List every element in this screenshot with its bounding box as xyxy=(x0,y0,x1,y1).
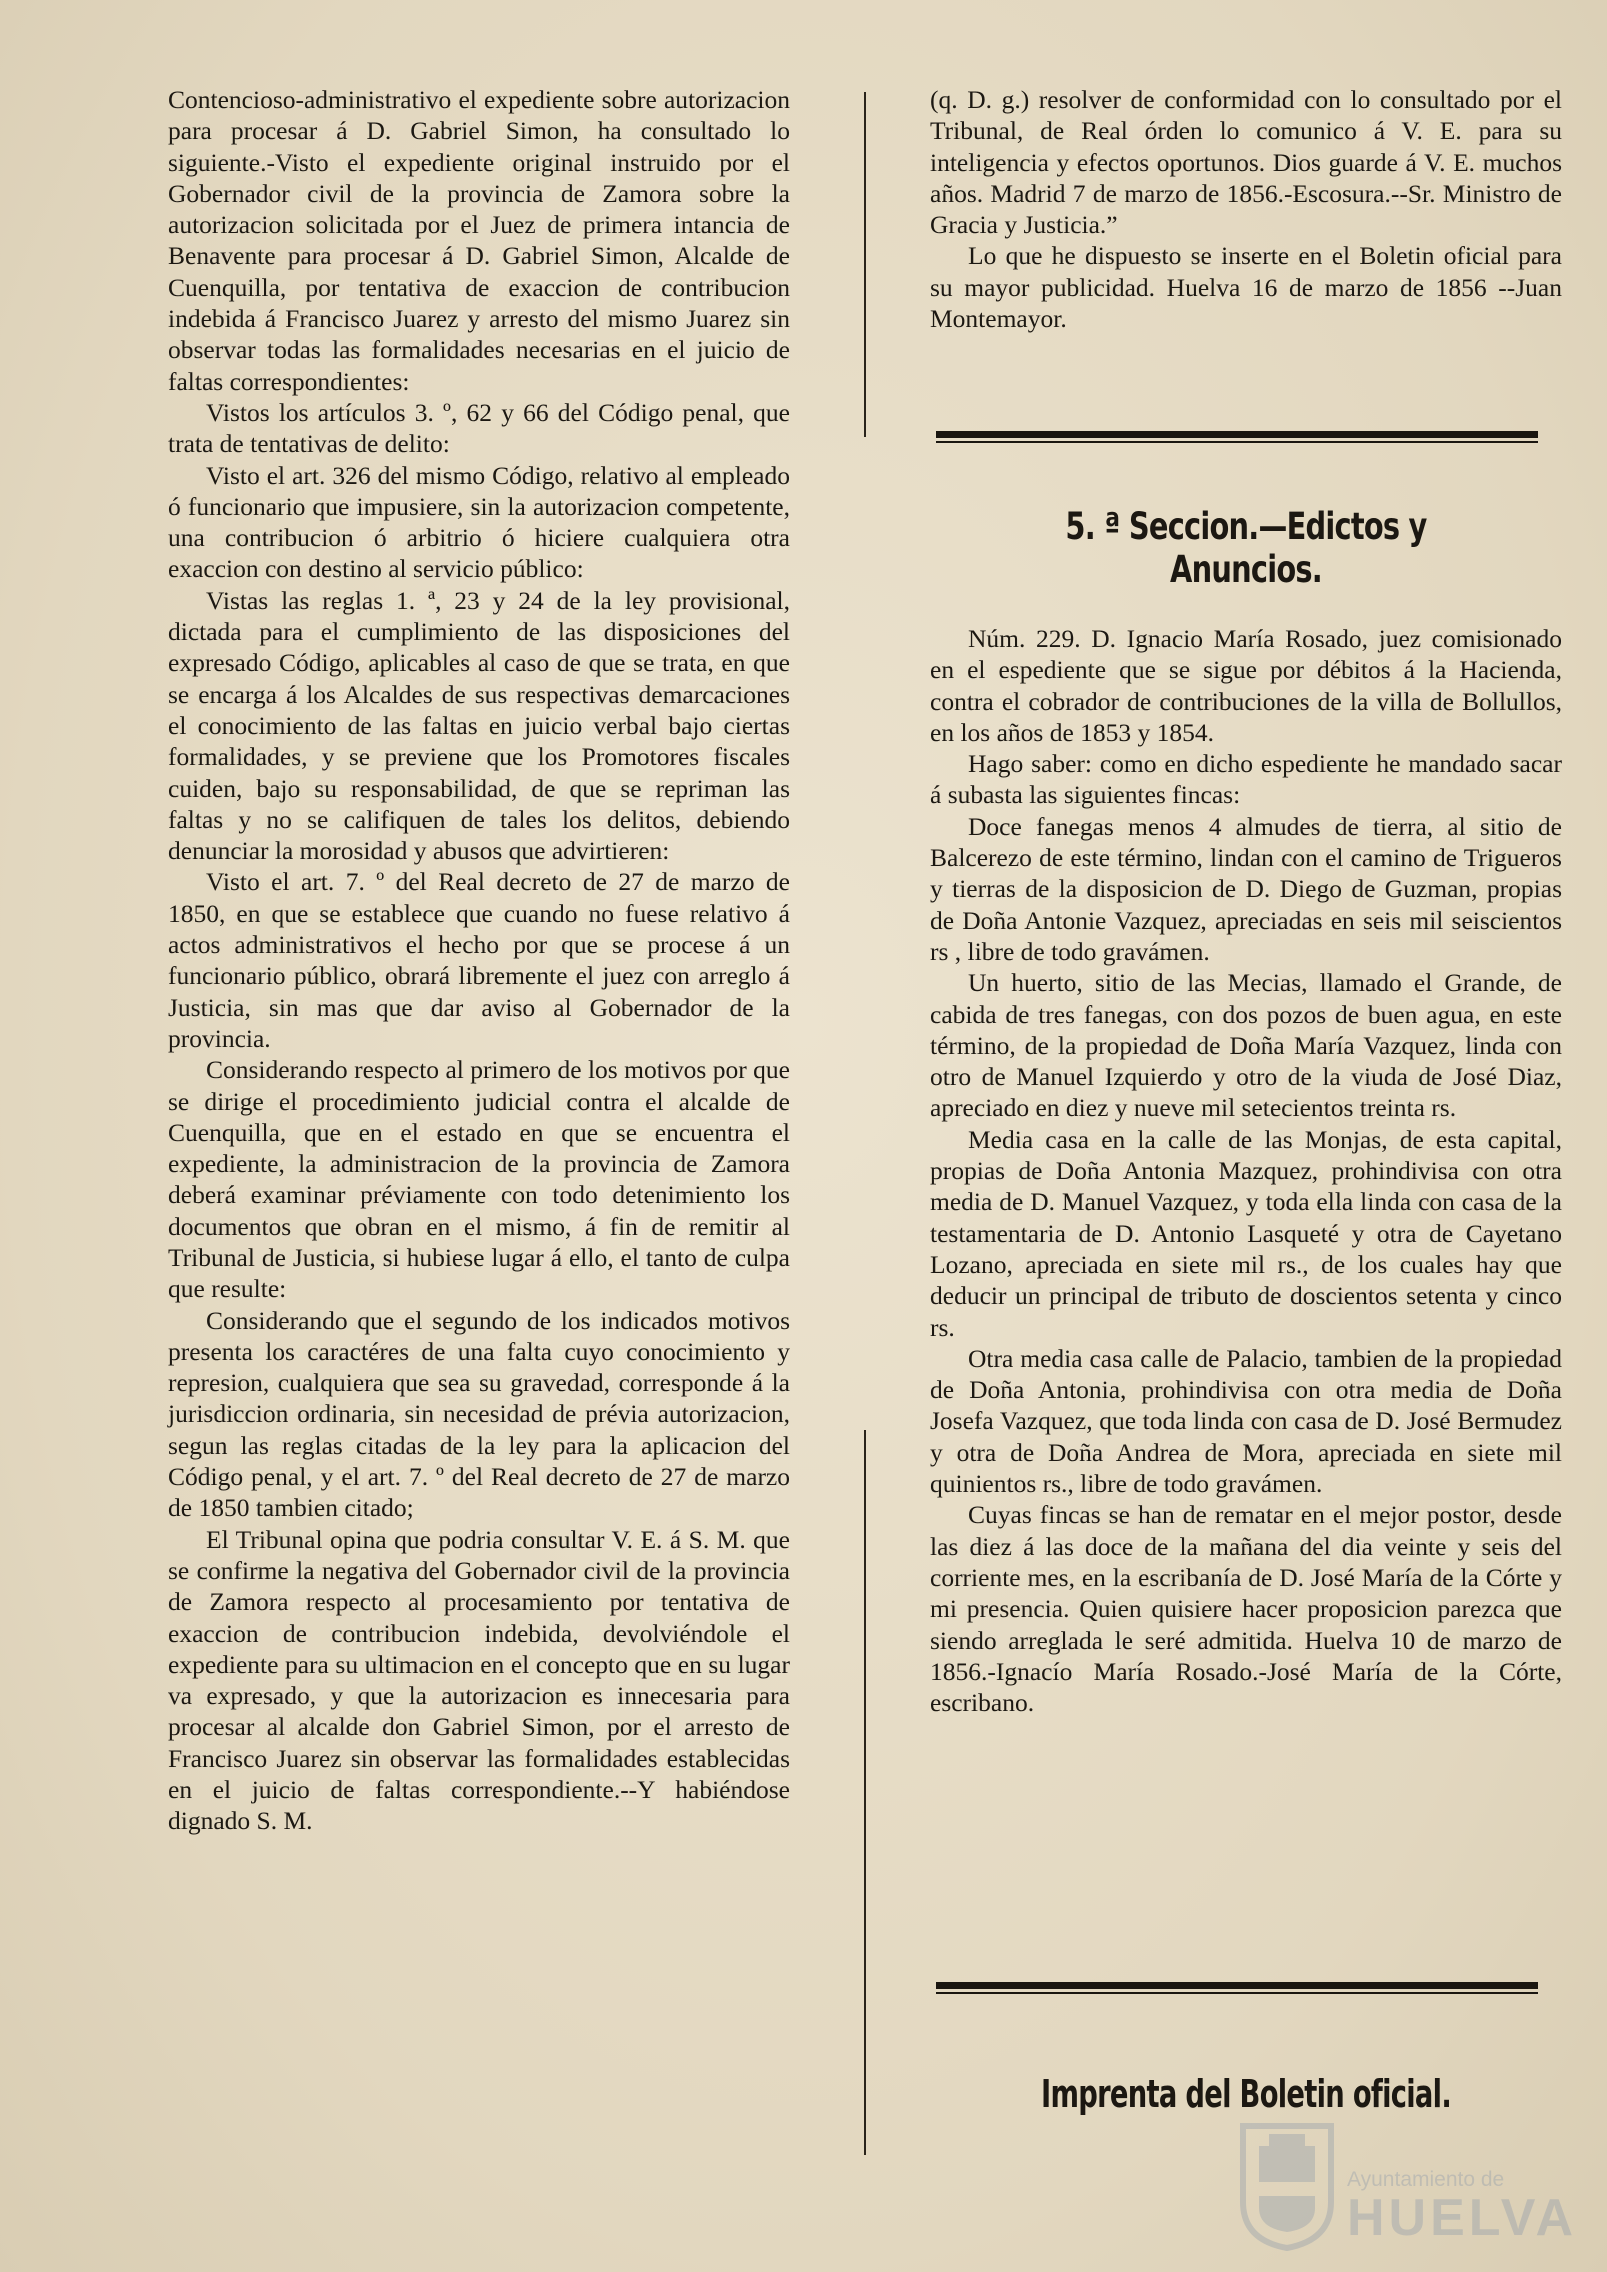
paragraph: Vistas las reglas 1. ª, 23 y 24 de la ley provisional, dictada para el cumplimiento de las disposiciones del expresado Código, aplicables al caso de que se trata, en que se encarga á los Alcaldes de sus respectivas demarcaciones el conocimiento de las faltas en juicio verbal bajo ciertas formalidades, y se previene que los Promotores fiscales cuiden, bajo su responsabilidad, de que se repriman las faltas y no se califiquen de tales los delitos, debiendo denunciar la morosidad y abusos que advirtieren: xyxy=(168,585,790,866)
paragraph: Media casa en la calle de las Monjas, de esta capital, propias de Doña Antonia Mazquez, prohindivisa con otra media de D. Manuel Vazquez, y toda ella linda con casa de la testamentaria de D. Antonio Lasqueté y otra de Cayetano Lozano, apreciada en siete mil rs., de los cuales hay que deducir un principal de tributo de doscientos setenta y cinco rs. xyxy=(930,1124,1562,1342)
paragraph: (q. D. g.) resolver de conformidad con lo consultado por el Tribunal, de Real órden lo comunico á V. E. para su inteligencia y efectos oportunos. Dios guarde á V. E. muchos años. Madrid 7 de marzo de 1856.-Escosura.--Sr. Ministro de Gracia y Justicia.” xyxy=(930,85,1562,240)
city-seal-icon xyxy=(1235,2116,1339,2252)
section-rule xyxy=(936,431,1538,443)
paragraph: Núm. 229. D. Ignacio María Rosado, juez comisionado en el espediente que se sigue por débitos á la Hacienda, contra el cobrador de contribuciones de la villa de Bollullos, en los años de 1853 y 1854. xyxy=(930,624,1562,747)
column-divider xyxy=(864,92,866,437)
paragraph: Considerando que el segundo de los indicados motivos presenta los caractéres de una falta cuyo conocimiento y represion, cualquiera que sea su gravedad, corresponde á la jurisdiccion ordinaria, sin necesidad de prévia autorizacion, segun las reglas citadas de la ley para la aplicacion del Código penal, y el art. 7. º del Real decreto de 27 de marzo de 1850 tambien citado; xyxy=(168,1305,790,1523)
section-heading: 5. ª Seccion.—Edictos y Anuncios. xyxy=(1065,505,1427,591)
paragraph: Hago saber: como en dicho espediente he mandado sacar á subasta las siguientes fincas: xyxy=(930,749,1562,810)
paragraph: Cuyas fincas se han de rematar en el mejor postor, desde las diez á las doce de la mañana del dia veinte y seis del corriente mes, en la escribanía de D. José María de la Córte y mi presencia. Quien quisiere hacer proposicion parezca que siendo arreglada le seré admitida. Huelva 10 de marzo de 1856.-Ignacío María Rosado.-José María de la Córte, escribano. xyxy=(930,1500,1562,1718)
notice-column xyxy=(930,623,1562,1718)
paragraph: Contencioso-administrativo el expediente sobre autorizacion para procesar á D. Gabriel Simon, ha consultado lo siguiente.-Visto el expediente original instruido por el Gobernador civil de la provincia de Zamora sobre la autorizacion solicitada por el Juez de primera intancia de Benavente para procesar á D. Gabriel Simon, Alcalde de Cuenquilla, por tentativa de exaccion de contribucion indebida á Francisco Juarez y arresto del mismo Juarez sin observar todas las formalidades necesarias en el juicio de faltas correspondientes: xyxy=(168,85,790,396)
paragraph: El Tribunal opina que podria consultar V. E. á S. M. que se confirme la negativa del Gobernador civil de la provincia de Zamora respecto al procesamiento por tentativa de exaccion de contribucion indebida, devolviéndole el expediente para su ultimacion en el concepto que en su lugar va expresado, y que la autorizacion es innecesaria para procesar al alcalde don Gabriel Simon, por el arresto de Francisco Juarez sin observar las formalidades establecidas en el juicio de faltas correspondiente.--Y habiéndose dignado S. M. xyxy=(168,1524,790,1836)
paragraph: Otra media casa calle de Palacio, tambien de la propiedad de Doña Antonia, prohindivisa con otra media de Doña Josefa Vazquez, que toda linda con casa de D. José Bermudez y otra de Doña Andrea de Mora, apreciada en siete mil quinientos rs., libre de todo gravámen. xyxy=(930,1343,1562,1499)
watermark-line-1: Ayuntamiento de xyxy=(1347,2168,1505,2191)
paragraph: Visto el art. 326 del mismo Código, relativo al empleado ó funcionario que impusiere, sin la autorizacion competente, una contribucion ó arbitrio ó hiciere cualquiera otra exaccion con destino al servicio público: xyxy=(168,460,790,584)
footer-rule xyxy=(936,1982,1538,1994)
left-column xyxy=(168,84,790,1837)
paragraph: Considerando respecto al primero de los motivos por que se dirige el procedimiento judicial contra el alcalde de Cuenquilla, que en el estado en que se encuentra el expediente, la administracion de la provincia de Zamora deberá examinar préviamente con todo detenimiento los documentos que obran en el mismo, á fin de remitir al Tribunal de Justicia, si hubiese lugar á ello, el tanto de culpa que resulte: xyxy=(168,1055,790,1304)
watermark-line-2: HUELVA xyxy=(1347,2189,1578,2247)
column-divider xyxy=(864,1430,866,2155)
paragraph: Lo que he dispuesto se inserte en el Boletin oficial para su mayor publicidad. Huelva 16 de marzo de 1856 --Juan Montemayor. xyxy=(930,241,1562,334)
paragraph: Vistos los artículos 3. º, 62 y 66 del Código penal, que trata de tentativas de delito: xyxy=(168,397,790,459)
printer-footer: Imprenta del Boletin oficial. xyxy=(1041,2072,1451,2116)
paragraph: Un huerto, sitio de las Mecias, llamado el Grande, de cabida de tres fanegas, con dos pozos de buen agua, en este término, de la propiedad de Doña María Vazquez, linda con otro de Manuel Izquierdo y otro de la viuda de José Diaz, apreciado en diez y nueve mil setecientos treinta rs. xyxy=(930,968,1562,1123)
paragraph: Visto el art. 7. º del Real decreto de 27 de marzo de 1850, en que se establece que cuando no fuese relativo á actos administrativos el hecho por que se procese á un funcionario público, obrará libremente el juez con arreglo á Justicia, sin mas que dar aviso al Gobernador de la provincia. xyxy=(168,867,790,1053)
right-column-top xyxy=(930,84,1562,334)
archive-watermark xyxy=(1235,2110,1578,2260)
paragraph: Doce fanegas menos 4 almudes de tierra, al sitio de Balcerezo de este término, lindan con el camino de Trigueros y tierras de la disposicion de D. Diego de Guzman, propias de Doña Antonie Vazquez, apreciadas en seis mil seiscientos rs , libre de todo gravámen. xyxy=(930,811,1562,966)
